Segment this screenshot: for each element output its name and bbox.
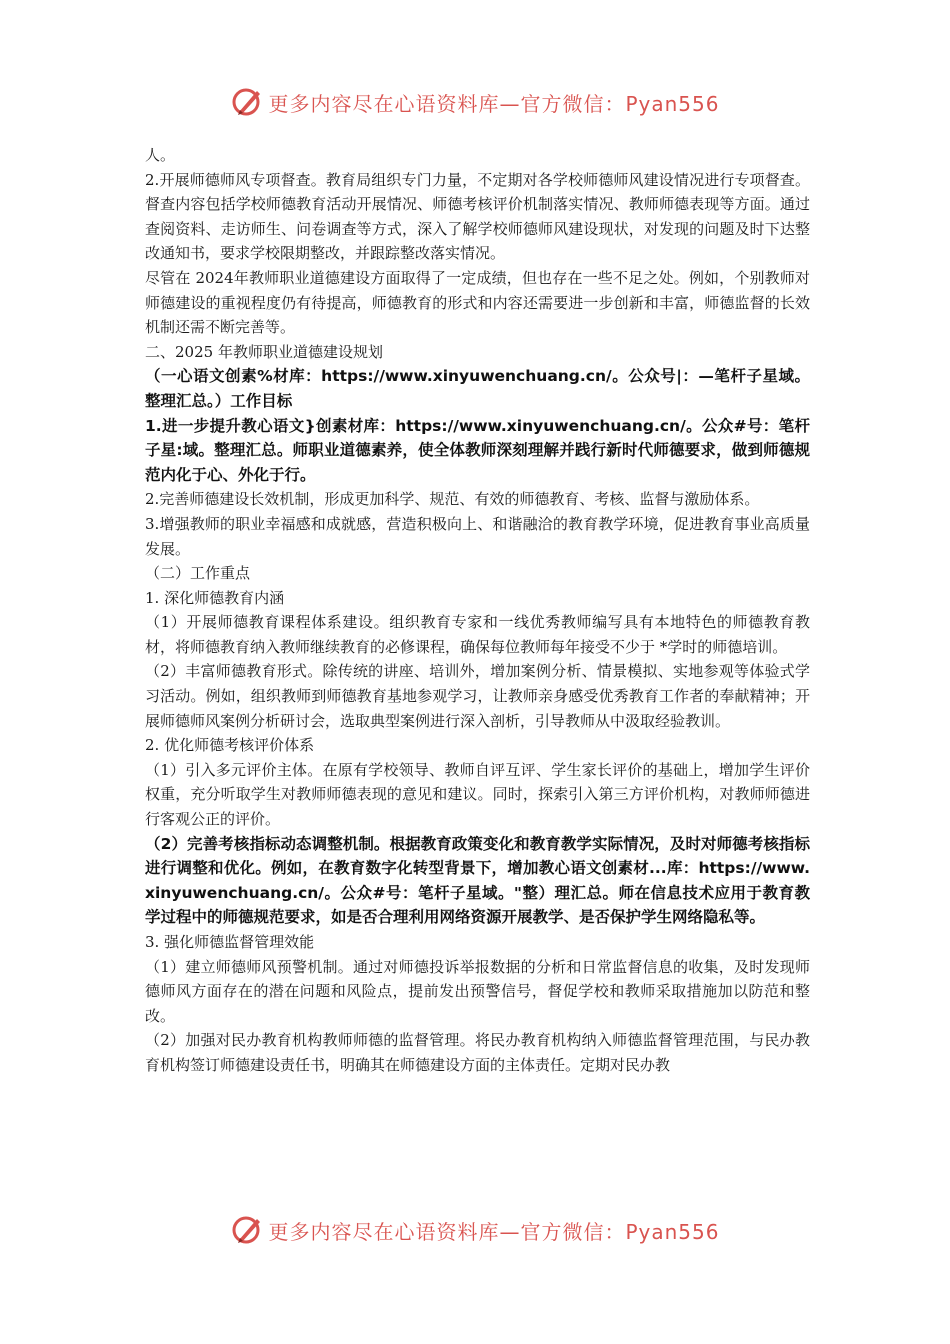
paragraph: （1）引入多元评价主体。在原有学校领导、教师自评互评、学生家长评价的基础上，增加学生评价权重，充分听取学生对教师师德表现的意见和建议。同时，探索引入第三方评价机构，对教师师德进行客观公正的评价。 xyxy=(145,760,810,829)
paragraph: 尽管在 2024年教师职业道德建设方面取得了一定成绩，但也存在一些不足之处。例如，个别教师对师德建设的重视程度仍有待提高，师德教育的形式和内容还需要进一步创新和丰富，师德监督的长效机制还需不断完善等。 xyxy=(145,268,810,337)
paragraph: 1. 深化师德教育内涵 xyxy=(145,588,285,607)
paragraph: （1）建立师德师风预警机制。通过对师德投诉举报数据的分析和日常监督信息的收集，及时发现师德师风方面存在的潜在问题和风险点，提前发出预警信号，督促学校和教师采取措施加以防范和整改。 xyxy=(145,957,810,1025)
paragraph: 2.开展师德师风专项督查。教育局组织专门力量，不定期对各学校师德师风建设情况进行专项督查。督查内容包括学校师德教育活动开展情况、师德考核评价机制落实情况、教师师德表现等方面。通过查阅资料、走访师生、问卷调查等方式，深入了解学校师德师风建设现状，对发现的问题及时下达整改通知书，要求学校限期整改，并跟踪整改落实情况。 xyxy=(145,170,810,263)
paragraph: （2）完善考核指标动态调整机制。根据教育政策变化和教育教学实际情况，及时对师德考核指标进行调整和优化。例如，在教育数字化转型背景下，增加教心语文创素材...库：https://www.xinyuwenchuang.cn/。公众#号：笔杆子星域。"整）理汇总。师在信息技术应用于教育教学过程中的师德规范要求，如是否合理利用网络资源开展教学、是否保护学生网络隐私等。 xyxy=(145,834,810,927)
paragraph: 2.完善师德建设长效机制，形成更加科学、规范、有效的师德教育、考核、监督与激励体系。 xyxy=(145,490,760,509)
paragraph: （二）工作重点 xyxy=(145,564,251,583)
paragraph: 3.增强教师的职业幸福感和成就感，营造积极向上、和谐融洽的教育教学环境，促进教育事业高质量发展。 xyxy=(145,514,810,558)
paragraph: 人。 xyxy=(145,146,176,164)
pen-circle-icon xyxy=(230,85,264,119)
pen-circle-icon xyxy=(230,1213,264,1247)
banner-text: 更多内容尽在心语资料库—官方微信：Pyan556 xyxy=(268,91,720,116)
paragraph: （一心语文创素%材库：https://www.xinyuwenchuang.cn/。公众号|：—笔杆子星域。整理汇总。）工作目标 xyxy=(145,367,810,410)
paragraph: （2）加强对民办教育机构教师师德的监督管理。将民办教育机构纳入师德监督管理范围，与民办教育机构签订师德建设责任书，明确其在师德建设方面的主体责任。定期对民办教 xyxy=(145,1031,810,1074)
paragraph: 2. 优化师德考核评价体系 xyxy=(145,736,315,755)
document-body xyxy=(145,143,810,1078)
paragraph: （2）丰富师德教育形式。除传统的讲座、培训外，增加案例分析、情景模拟、实地参观等体验式学习活动。例如，组织教师到师德教育基地参观学习，让教师亲身感受优秀教育工作者的奉献精神；开展师德师风案例分析研讨会，选取典型案例进行深入剖析，引导教师从中汲取经验教训。 xyxy=(145,662,810,730)
paragraph: （1）开展师德教育课程体系建设。组织教育专家和一线优秀教师编写具有本地特色的师德教育教材，将师德教育纳入教师继续教育的必修课程，确保每位教师每年接受不少于 *学时的师德培训。 xyxy=(145,613,810,656)
paragraph: 二、2025 年教师职业道德建设规划 xyxy=(145,342,383,361)
paragraph: 3. 强化师德监督管理效能 xyxy=(145,933,315,951)
footer-watermark-banner xyxy=(0,1208,950,1252)
paragraph: 1.进一步提升教心语文}创素材库：https://www.xinyuwenchuang.cn/。公众#号：笔杆子星:域。整理汇总。师职业道德素养，使全体教师深刻理解并践行新时代师德要求，做到师德规范内化于心、外化于行。 xyxy=(145,416,810,484)
header-watermark-banner xyxy=(0,80,950,124)
banner-text: 更多内容尽在心语资料库—官方微信：Pyan556 xyxy=(268,1219,720,1244)
